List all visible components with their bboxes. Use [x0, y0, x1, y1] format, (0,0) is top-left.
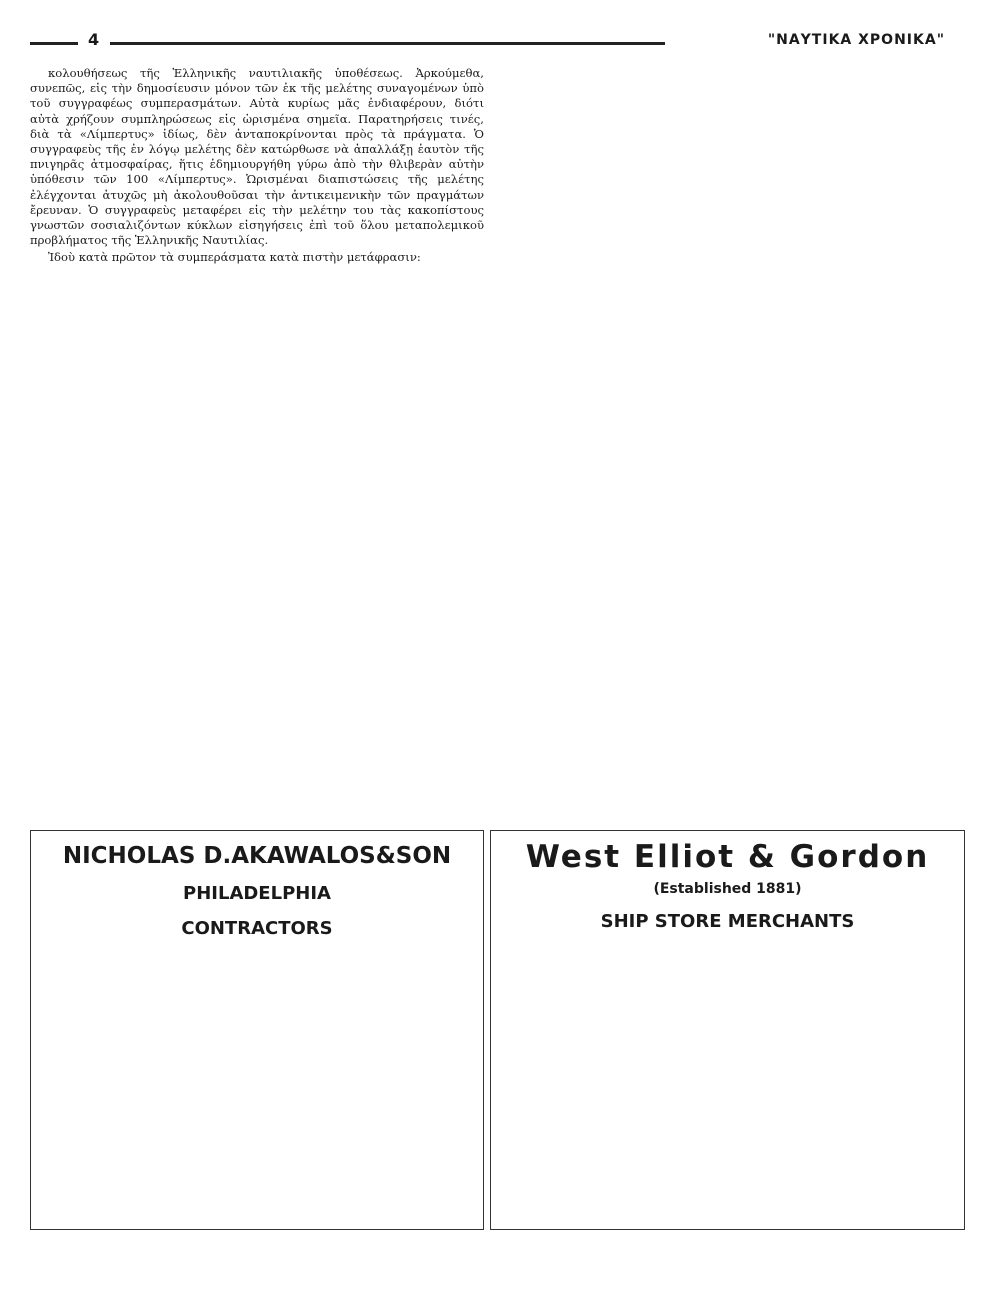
advertisements — [30, 830, 965, 1230]
ad-akawalos — [30, 830, 484, 1230]
magazine-title: "ΝΑΥΤΙΚΑ ΧΡΟΝΙΚΑ" — [767, 32, 945, 48]
header-rule-middle — [110, 42, 665, 45]
page-header — [30, 30, 965, 56]
page-number: 4 — [88, 30, 100, 49]
header-rule-left — [30, 42, 78, 45]
ad-wesco-line: SHIP STORE MERCHANTS — [600, 911, 855, 932]
article-body — [30, 66, 965, 826]
column-right — [511, 66, 965, 826]
ad-akawalos-name: NICHOLAS D.AKAWALOS&SON — [62, 843, 452, 869]
paragraph: κολουθήσεως τῆς Ἑλληνικῆς ναυτιλιακῆς ὑποθέσεως. Ἀρκούμεθα, συνεπῶς, εἰς τὴν δημοσίευσιν μόνον τῶν ἐκ τῆς μελέτης συναγομένων ὑπὸ τοῦ συγγραφέως συμπερασμάτων. Αὐτὰ κυρίως μᾶς ἐνδιαφέρουν, διότι αὐτὰ χρήζουν συμπληρώσεως εἰς ὡρισμένα σημεῖα. Παρατηρήσεις τινές, διὰ τὰ «Λίμπερτυς» ἰδίως, δὲν ἀνταποκρίνονται πρὸς τὰ πράγματα. Ὁ συγγραφεὺς τῆς ἐν λόγῳ μελέτης δὲν κατώρθωσε νὰ ἀπαλλάξῃ ἑαυτὸν τῆς πνιγηρᾶς ἀτμοσφαίρας, ἥτις ἐδημιουργήθη γύρω ἀπὸ τὴν θλιβερὰν αὐτὴν ὑπόθεσιν τῶν 100 «Λίμπερτυς». Ὡρισμέναι διαπιστώσεις τῆς μελέτης ἐλέγχονται ἀτυχῶς μὴ ἀκολουθοῦσαι τὴν ἀντικειμενικὴν τῶν πραγμάτων ἔρευναν. Ὁ συγγραφεὺς μεταφέρει εἰς τὴν μελέτην του τὰς κακοπίστους γνωστῶν σοσιαλιζόντων κύκλων εἰσηγήσεις ἐπὶ τοῦ ὅλου μεταπολεμικοῦ προβλήματος τῆς Ἑλληνικῆς Ναυτιλίας. — [30, 66, 484, 248]
paragraph: Ἰδοὺ κατὰ πρῶτον τὰ συμπεράσματα κατὰ πιστὴν μετάφρασιν: — [48, 250, 421, 265]
ad-akawalos-city: PHILADELPHIA — [183, 883, 331, 904]
ad-wesco-name: West Elliot & Gordon — [525, 839, 930, 875]
ad-wesco-established: (Established 1881) — [653, 881, 802, 897]
ad-akawalos-line: CONTRACTORS — [181, 918, 333, 939]
column-left — [30, 66, 484, 826]
ad-west-elliot-gordon — [490, 830, 965, 1230]
